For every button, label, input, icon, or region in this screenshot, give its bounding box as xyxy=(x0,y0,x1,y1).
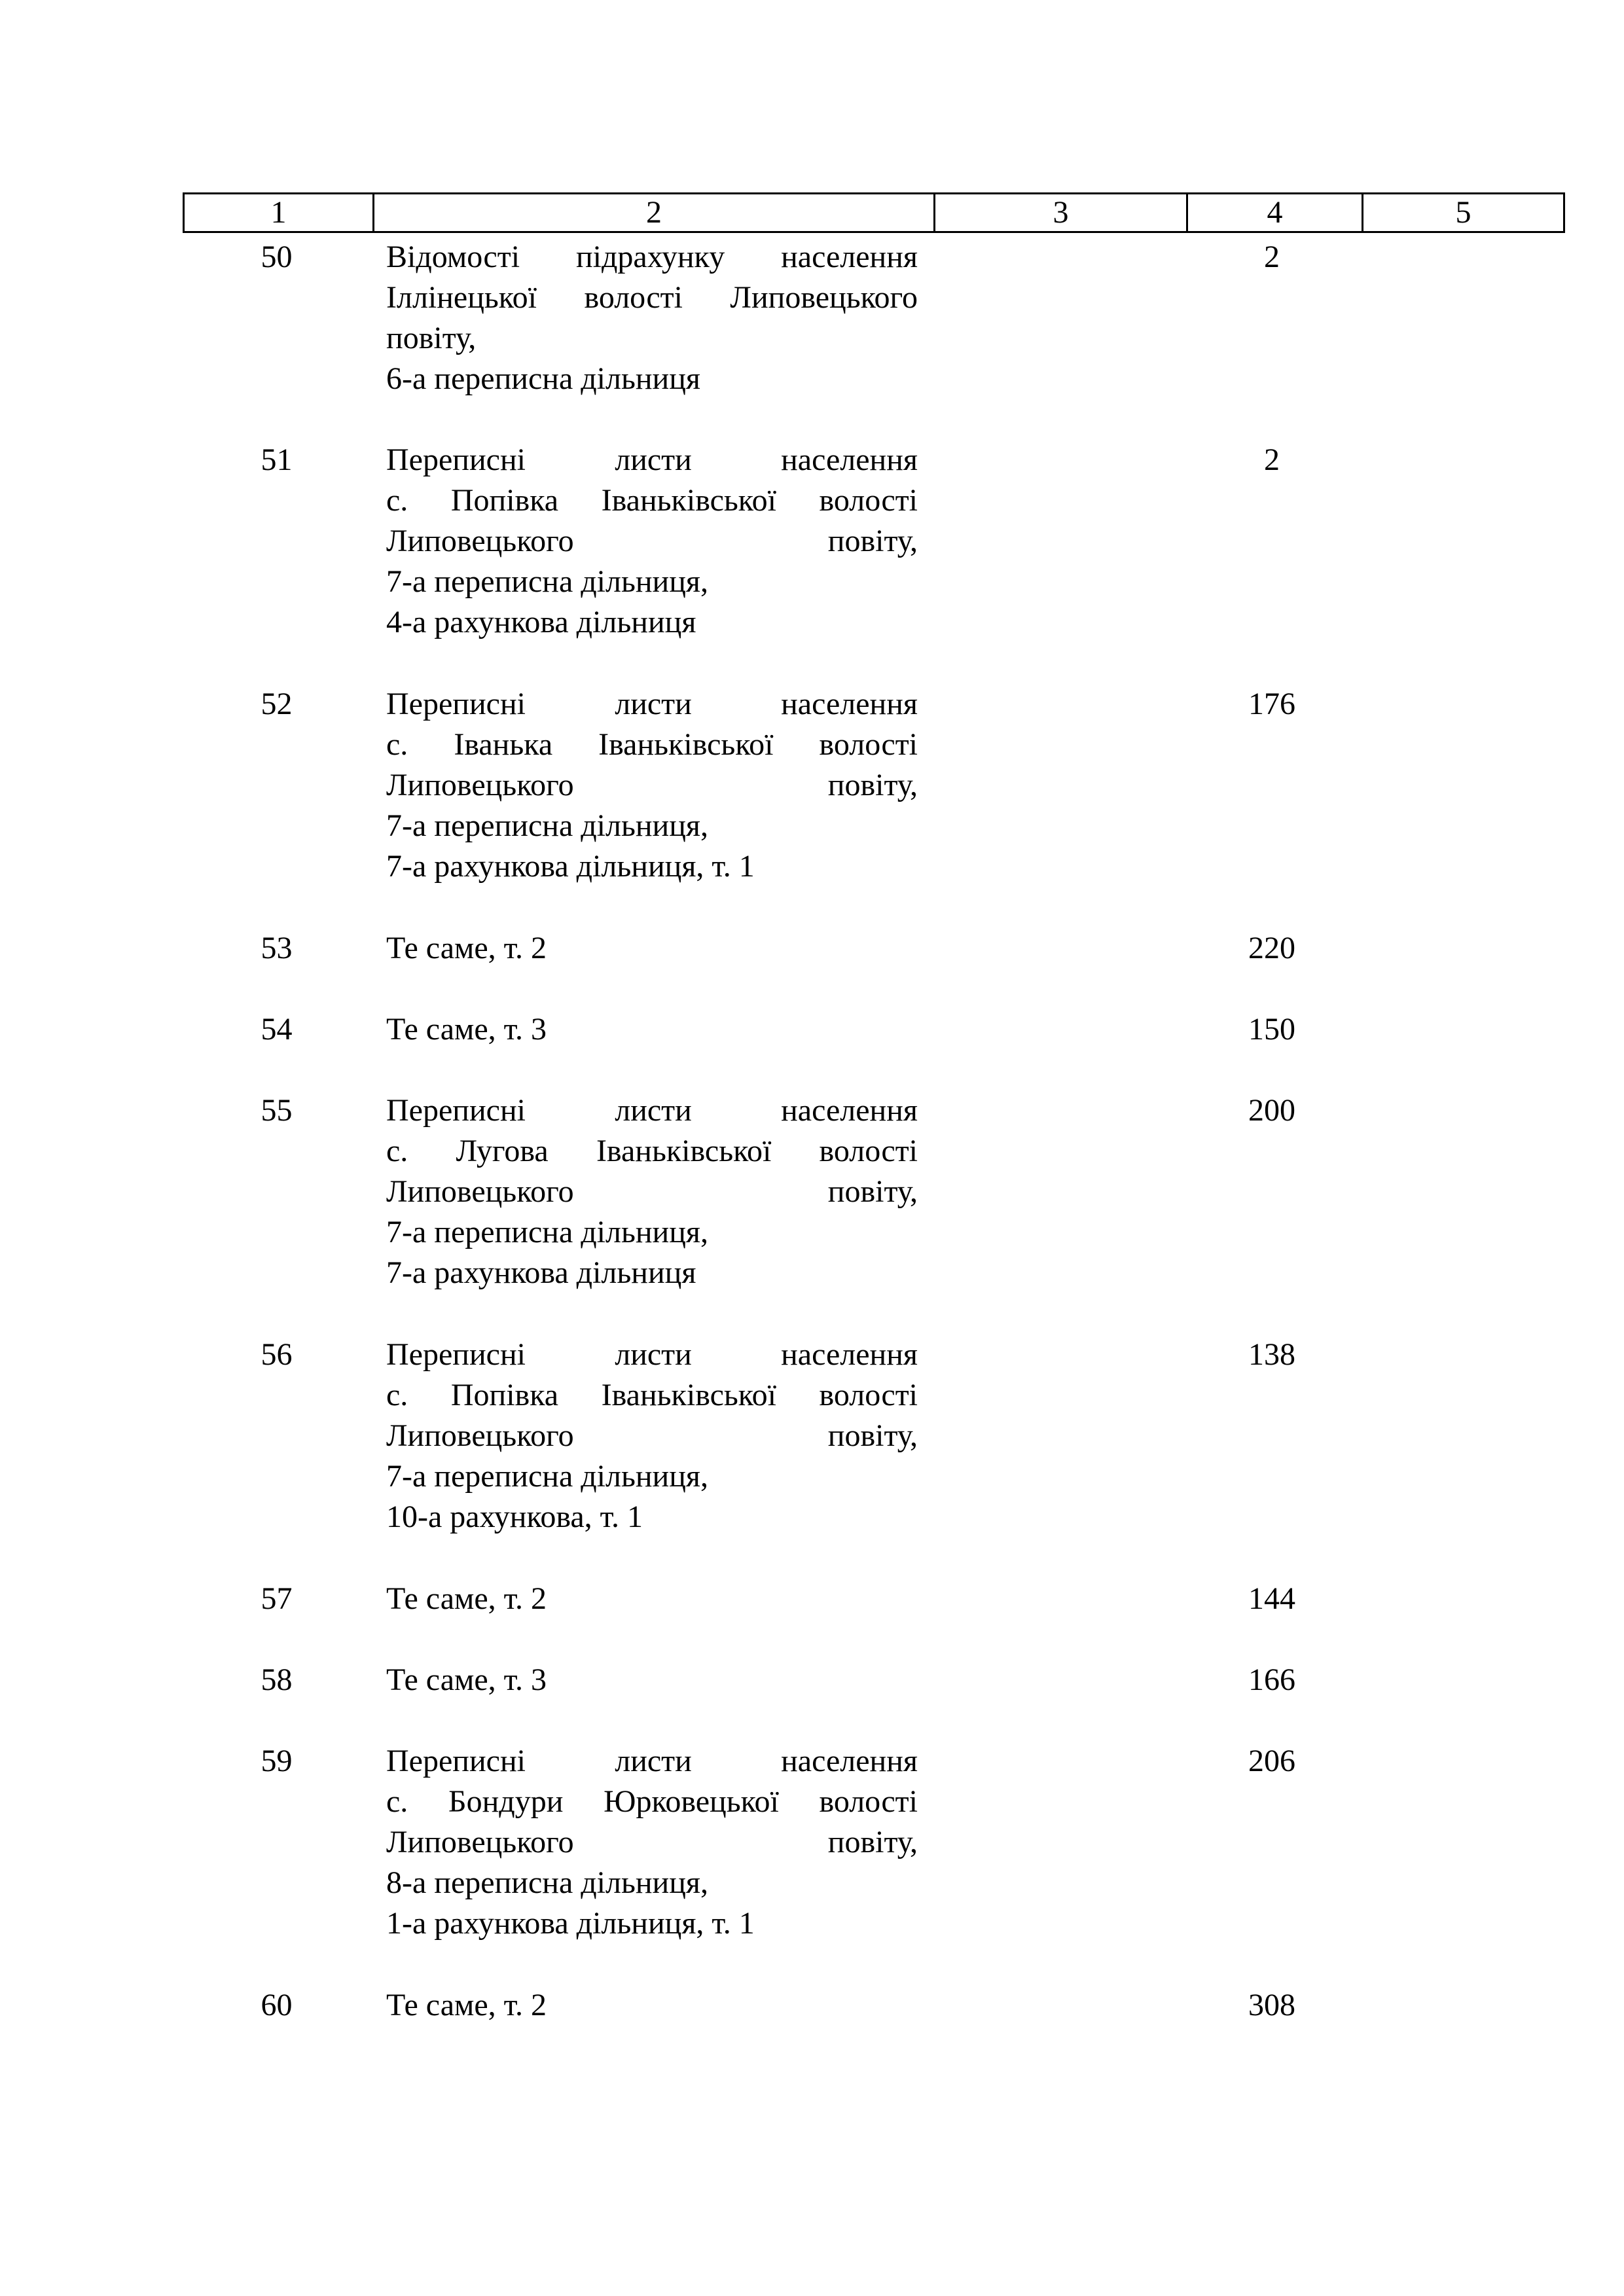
row-sheet-count: 2 xyxy=(1264,442,1280,477)
description-line: Те саме, т. 2 xyxy=(386,1581,547,1616)
description-line: Переписні листи населення xyxy=(386,1337,918,1372)
description-line: Переписні листи населення xyxy=(386,1093,918,1128)
header-cell-5: 5 xyxy=(1362,194,1563,231)
row-number: 54 xyxy=(261,1012,293,1047)
description-line: Переписні листи населення xyxy=(386,687,918,721)
row-description xyxy=(386,1009,918,1050)
row-description xyxy=(386,237,918,399)
description-line: Переписні листи населення xyxy=(386,442,918,477)
description-line: с. Лугова Іваньківської волості xyxy=(386,1134,918,1168)
row-number: 58 xyxy=(261,1662,293,1697)
header-cell-4: 4 xyxy=(1186,194,1362,231)
row-sheet-count: 220 xyxy=(1248,931,1295,965)
header-cell-3: 3 xyxy=(933,194,1186,231)
description-line: Липовецького повіту, xyxy=(386,1825,918,1859)
description-line: с. Попівка Іваньківської волості xyxy=(386,483,918,518)
description-line: 7-а переписна дільниця, xyxy=(386,1215,708,1249)
row-sheet-count: 144 xyxy=(1248,1581,1295,1616)
row-number: 51 xyxy=(261,442,293,477)
row-description xyxy=(386,440,918,643)
row-sheet-count: 206 xyxy=(1248,1744,1295,1778)
description-line: 8-а переписна дільниця, xyxy=(386,1865,708,1900)
description-line: Липовецького повіту, xyxy=(386,768,918,802)
row-number: 53 xyxy=(261,931,293,965)
description-line: Те саме, т. 3 xyxy=(386,1662,547,1697)
description-line: 7-а рахункова дільниця, т. 1 xyxy=(386,849,755,884)
description-line: Те саме, т. 3 xyxy=(386,1012,547,1047)
row-number: 57 xyxy=(261,1581,293,1616)
row-number: 52 xyxy=(261,687,293,721)
row-description xyxy=(386,1985,918,2026)
row-description xyxy=(386,1090,918,1293)
description-line: Липовецького повіту, xyxy=(386,1418,918,1453)
row-sheet-count: 176 xyxy=(1248,687,1295,721)
row-sheet-count: 2 xyxy=(1264,240,1280,274)
description-line: 4-а рахункова дільниця xyxy=(386,605,696,639)
description-line: с. Попівка Іваньківської волості xyxy=(386,1378,918,1412)
description-line: 1-а рахункова дільниця, т. 1 xyxy=(386,1906,755,1941)
row-number: 59 xyxy=(261,1744,293,1778)
row-description xyxy=(386,1741,918,1944)
description-line: Те саме, т. 2 xyxy=(386,1988,547,2022)
description-line: Переписні листи населення xyxy=(386,1744,918,1778)
table-header-row xyxy=(183,192,1565,233)
row-number: 55 xyxy=(261,1093,293,1128)
description-line: Іллінецької волості Липовецького xyxy=(386,280,918,315)
row-description xyxy=(386,684,918,887)
row-number: 60 xyxy=(261,1988,293,2022)
description-line: с. Бондури Юрковецької волості xyxy=(386,1784,918,1819)
row-number: 50 xyxy=(261,240,293,274)
row-description xyxy=(386,1579,918,1619)
description-line: Липовецького повіту, xyxy=(386,1174,918,1209)
row-description xyxy=(386,1335,918,1537)
row-description xyxy=(386,1660,918,1700)
description-line: с. Іванька Іваньківської волості xyxy=(386,727,918,762)
header-cell-2: 2 xyxy=(372,194,933,231)
description-line: 7-а переписна дільниця, xyxy=(386,808,708,843)
row-description xyxy=(386,928,918,969)
row-sheet-count: 308 xyxy=(1248,1988,1295,2022)
description-line: 7-а рахункова дільниця xyxy=(386,1255,696,1290)
description-line: Липовецького повіту, xyxy=(386,524,918,558)
row-sheet-count: 150 xyxy=(1248,1012,1295,1047)
description-line: повіту, xyxy=(386,321,477,355)
header-cell-1: 1 xyxy=(270,195,287,230)
description-line: 10-а рахункова, т. 1 xyxy=(386,1499,643,1534)
description-line: Те саме, т. 2 xyxy=(386,931,547,965)
row-sheet-count: 138 xyxy=(1248,1337,1295,1372)
description-line: 6-а переписна дільниця xyxy=(386,361,700,396)
description-line: Відомості підрахунку населення xyxy=(386,240,918,274)
row-sheet-count: 200 xyxy=(1248,1093,1295,1128)
description-line: 7-а переписна дільниця, xyxy=(386,1459,708,1494)
description-line: 7-а переписна дільниця, xyxy=(386,564,708,599)
row-sheet-count: 166 xyxy=(1248,1662,1295,1697)
row-number: 56 xyxy=(261,1337,293,1372)
